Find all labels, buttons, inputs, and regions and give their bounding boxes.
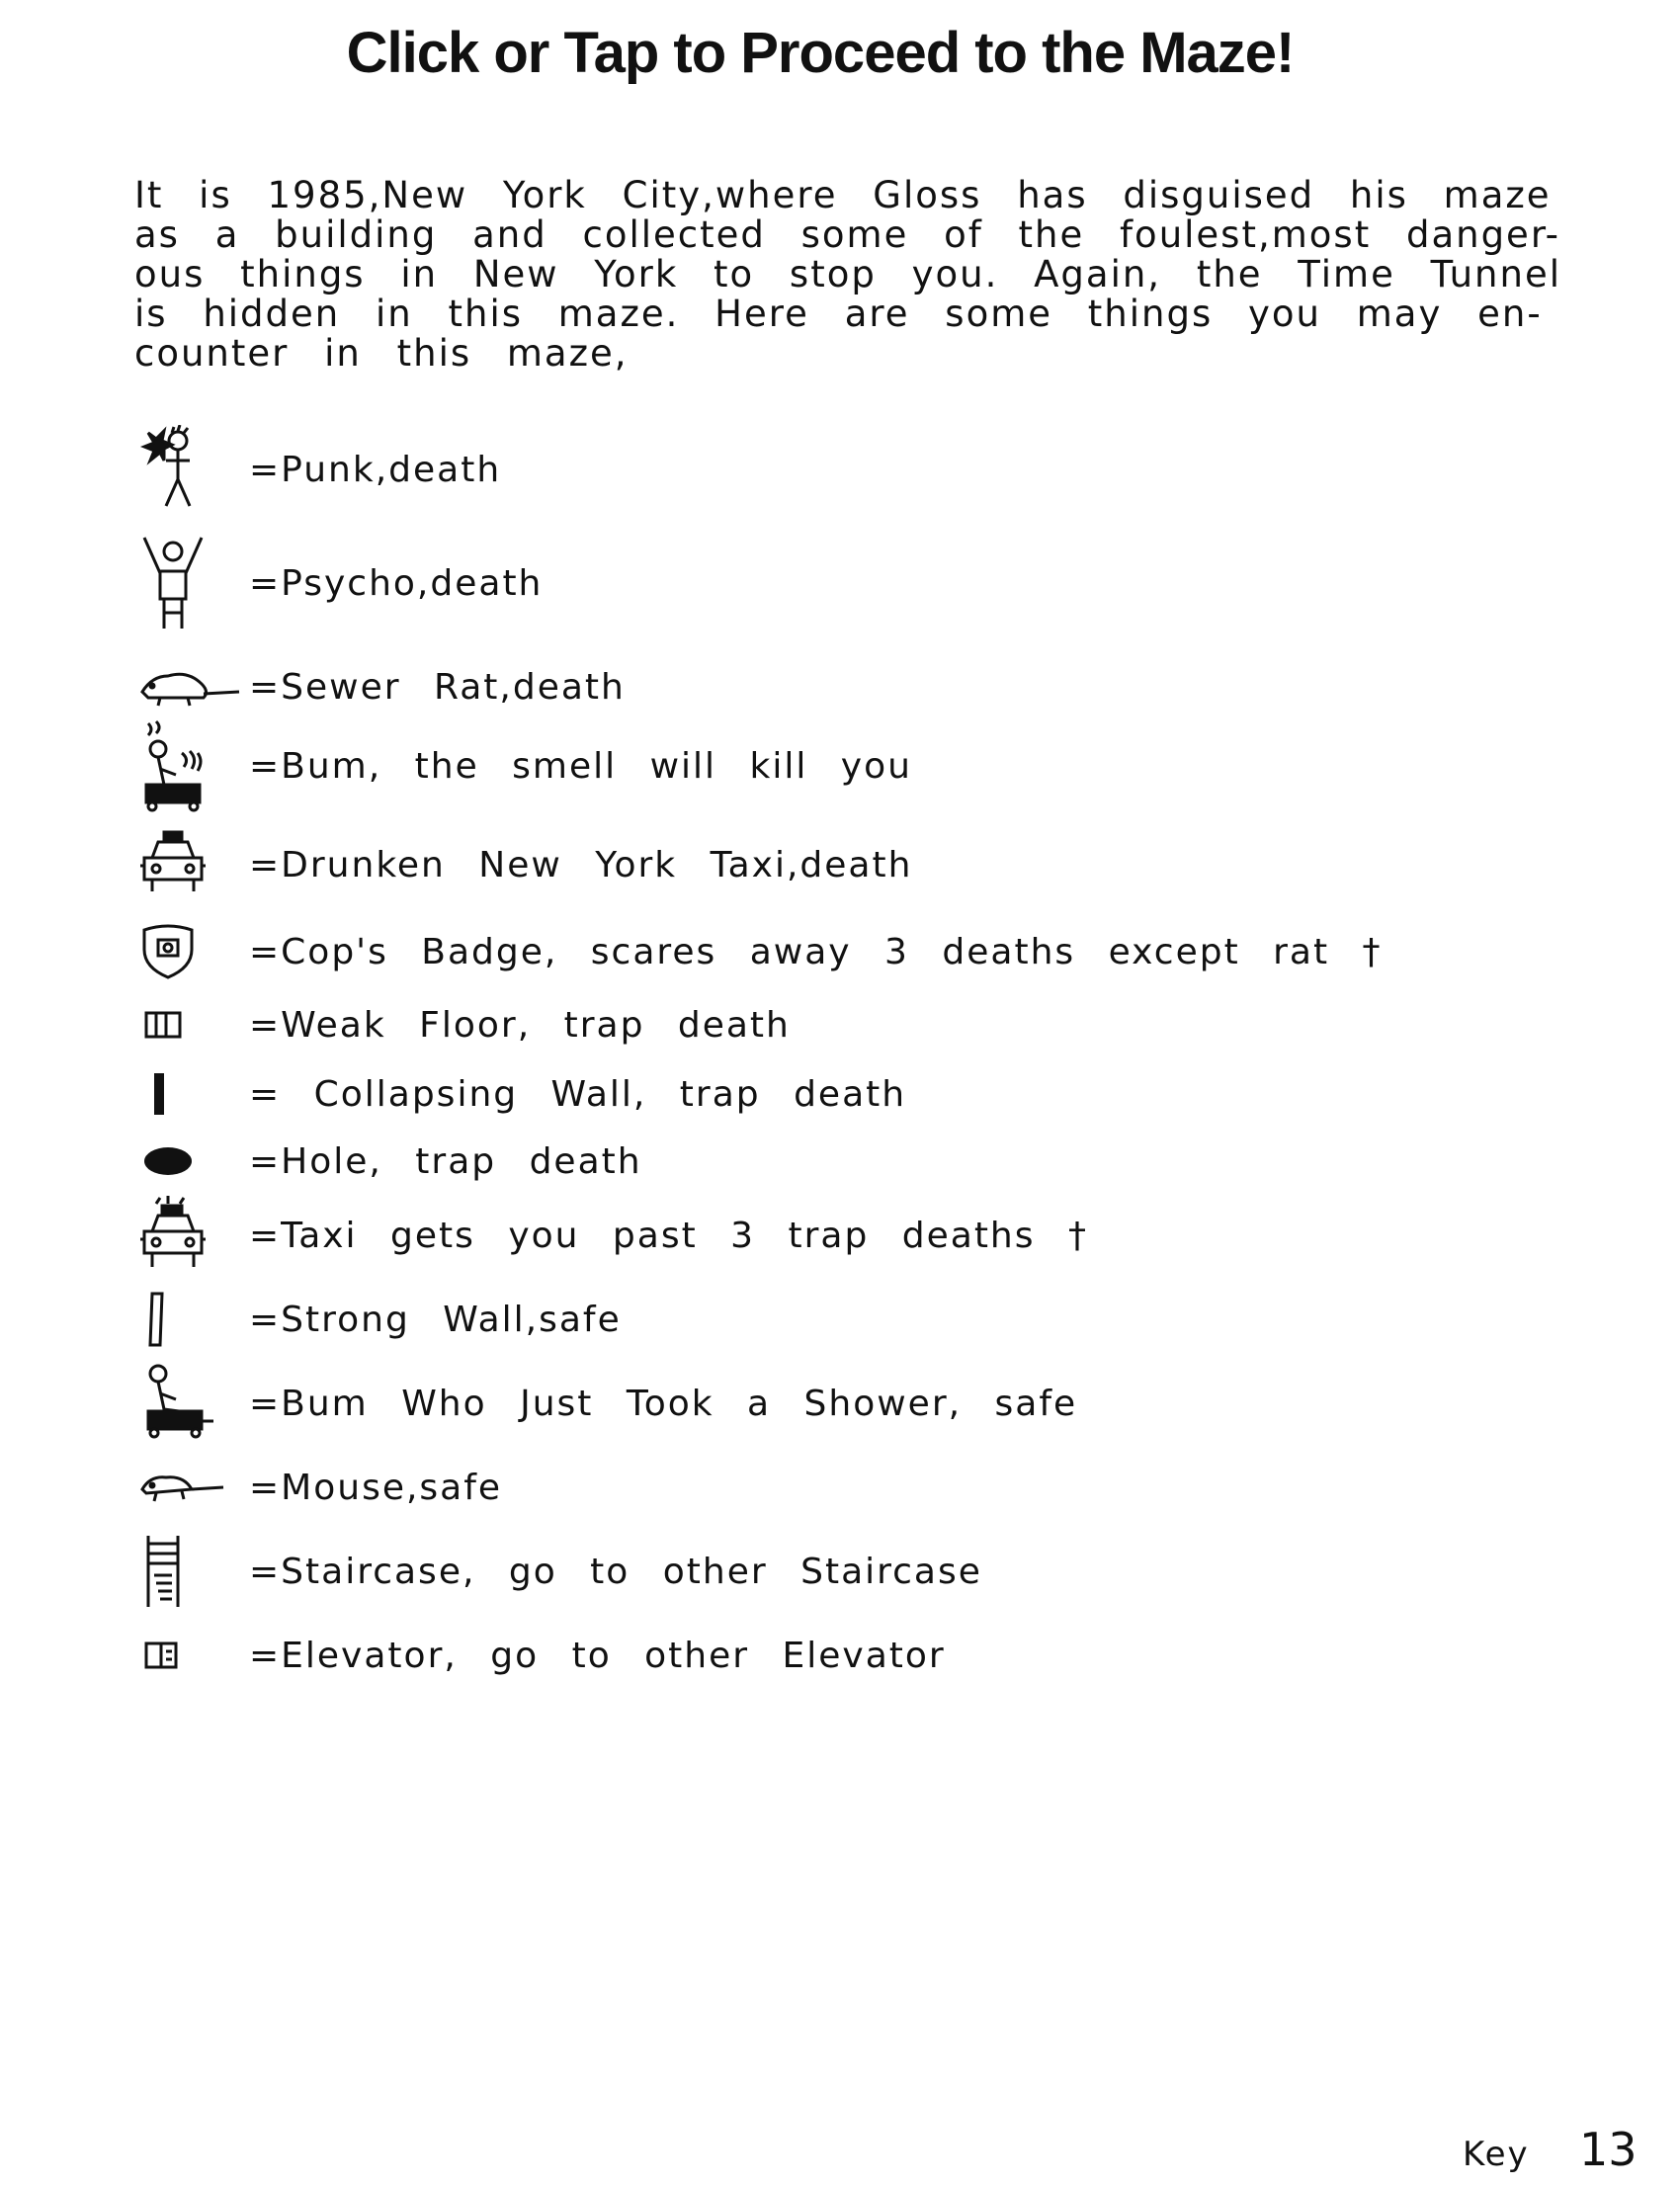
strong-wall-icon xyxy=(138,1275,249,1364)
legend-text: =Staircase, go to other Staircase xyxy=(249,1551,982,1592)
legend-text: =Psycho,death xyxy=(249,562,544,604)
legend-item-elevator xyxy=(138,1611,946,1700)
legend-item-sewer-rat xyxy=(138,642,626,731)
bum-icon xyxy=(138,721,249,810)
intro-line: is hidden in this maze. Here are some things you may en- xyxy=(134,293,1543,335)
legend-item-mouse xyxy=(138,1443,502,1532)
legend-item-strong-wall xyxy=(138,1275,622,1364)
legend-item-taxi xyxy=(138,1191,1088,1280)
legend-item-bum xyxy=(138,721,912,810)
legend-text: =Elevator, go to other Elevator xyxy=(249,1635,946,1676)
legend-text: =Strong Wall,safe xyxy=(249,1299,622,1340)
legend-text: =Hole, trap death xyxy=(249,1140,642,1182)
psycho-icon xyxy=(138,539,249,628)
sewer-rat-icon xyxy=(138,642,249,731)
elevator-icon xyxy=(138,1611,249,1700)
showered-bum-icon xyxy=(138,1359,249,1448)
key-label: Key xyxy=(1463,2135,1530,2174)
legend-text: =Drunken New York Taxi,death xyxy=(249,844,913,885)
legend-item-showered-bum xyxy=(138,1359,1077,1448)
legend-text: =Taxi gets you past 3 trap deaths † xyxy=(249,1215,1088,1256)
intro-line: It is 1985,New York City,where Gloss has disguised his maze xyxy=(134,174,1552,216)
intro-line: counter in this maze, xyxy=(134,332,629,375)
legend-text: =Sewer Rat,death xyxy=(249,666,626,708)
staircase-icon xyxy=(138,1527,249,1616)
legend-text: = Collapsing Wall, trap death xyxy=(249,1073,907,1115)
legend-item-drunken-taxi xyxy=(138,820,912,909)
legend-item-psycho xyxy=(138,539,543,628)
taxi-icon xyxy=(138,1191,249,1280)
drunken-taxi-icon xyxy=(138,820,249,909)
legend-text: =Mouse,safe xyxy=(249,1467,503,1508)
proceed-to-maze-link[interactable]: Click or Tap to Proceed to the Maze! xyxy=(346,21,1295,85)
legend-text: =Punk,death xyxy=(249,449,502,490)
intro-paragraph xyxy=(134,174,1561,375)
mouse-icon xyxy=(138,1443,249,1532)
intro-line: as a building and collected some of the foulest,most danger- xyxy=(134,213,1561,256)
legend-text: =Bum, the smell will kill you xyxy=(249,745,912,787)
legend-item-punk xyxy=(138,425,501,514)
legend-item-staircase xyxy=(138,1527,982,1616)
legend-text: =Bum Who Just Took a Shower, safe xyxy=(249,1383,1078,1424)
legend-text: =Cop's Badge, scares away 3 deaths except rat † xyxy=(249,931,1383,972)
legend-text: =Weak Floor, trap death xyxy=(249,1004,791,1046)
intro-line: ous things in New York to stop you. Again, the Time Tunnel xyxy=(134,253,1561,295)
punk-icon xyxy=(138,425,249,514)
page-number: 13 xyxy=(1579,2123,1638,2176)
